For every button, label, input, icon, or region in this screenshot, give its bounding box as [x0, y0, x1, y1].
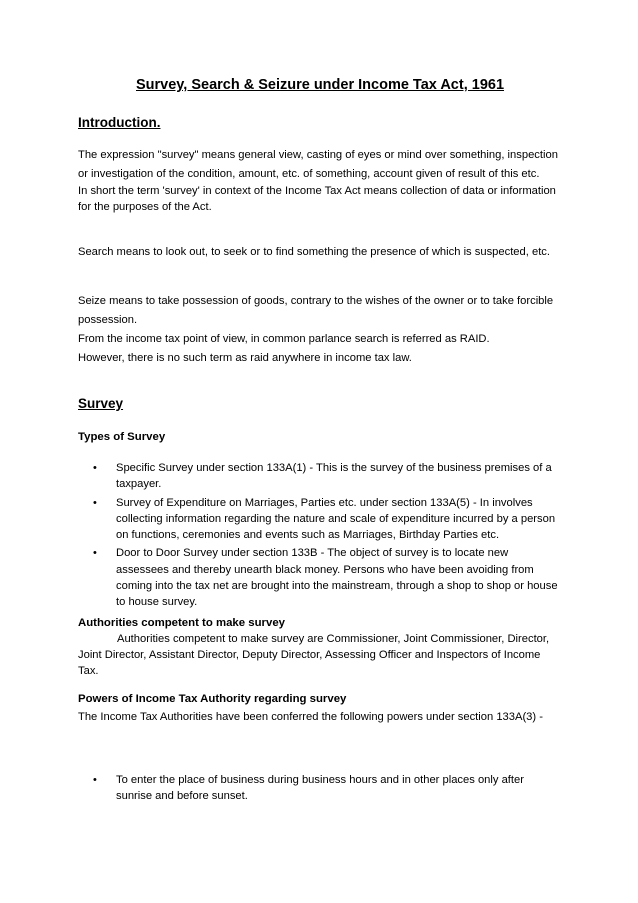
- survey-definition-paragraph: The expression "survey" means general view, casting of eyes or mind over something, inspection or investigation of the condition, amount, etc. of something, account given of result of this etc.: [78, 149, 558, 180]
- survey-types-list: [78, 460, 562, 612]
- survey-type-text: Survey of Expenditure on Marriages, Parties etc. under section 133A(5) - In involves collecting information regarding the nature and scale of expenditure incurred by a person on functions, ceremonies and events such as Marriages, Birthday Parties etc.: [116, 496, 556, 541]
- introduction-block: [78, 146, 562, 215]
- power-text: To enter the place of business during business hours and in other places only after sunrise and before sunset.: [116, 774, 524, 803]
- list-item: [78, 495, 562, 544]
- authorities-heading: Authorities competent to make survey: [78, 617, 285, 629]
- bullet-icon: •: [93, 462, 97, 474]
- introduction-heading: Introduction.: [78, 115, 161, 130]
- survey-heading: Survey: [78, 396, 124, 411]
- document-title: Survey, Search & Seizure under Income Tax Act, 1961: [135, 77, 505, 93]
- list-item: [78, 545, 562, 610]
- raid-paragraph: From the income tax point of view, in common parlance search is referred as RAID.: [78, 333, 490, 345]
- powers-paragraph: The Income Tax Authorities have been conferred the following powers under section 133A(3) -: [78, 711, 543, 723]
- survey-type-text: Specific Survey under section 133A(1) - This is the survey of the business premises of a taxpayer.: [116, 462, 552, 491]
- bullet-icon: •: [93, 774, 97, 786]
- list-item: [78, 460, 562, 492]
- list-item: [78, 772, 562, 804]
- powers-list: [78, 772, 562, 807]
- raid-law-paragraph: However, there is no such term as raid anywhere in income tax law.: [78, 352, 412, 364]
- survey-income-tax-paragraph: In short the term 'survey' in context of the Income Tax Act means collection of data or information for the purposes of the Act.: [78, 185, 556, 213]
- survey-type-text: Door to Door Survey under section 133B - The object of survey is to locate new assessees and thereby unearth black money. Persons who have been avoiding from coming into the tax net are brought into the mainstream, through a shop to shop or house to house survey.: [116, 547, 558, 608]
- types-of-survey-heading: Types of Survey: [78, 431, 166, 443]
- seize-definition-paragraph: Seize means to take possession of goods, contrary to the wishes of the owner or to take forcible possession.: [78, 295, 554, 326]
- bullet-icon: •: [93, 547, 97, 560]
- powers-heading: Powers of Income Tax Authority regarding survey: [78, 693, 347, 705]
- authorities-paragraph: Authorities competent to make survey are Commissioner, Joint Commissioner, Director, Joint Director, Assistant Director, Deputy Director, Assessing Officer and Inspectors of Income Tax.: [78, 633, 550, 678]
- seize-block: [78, 292, 562, 368]
- search-definition-paragraph: Search means to look out, to seek or to find something the presence of which is suspected, etc.: [78, 246, 550, 258]
- bullet-icon: •: [93, 496, 97, 509]
